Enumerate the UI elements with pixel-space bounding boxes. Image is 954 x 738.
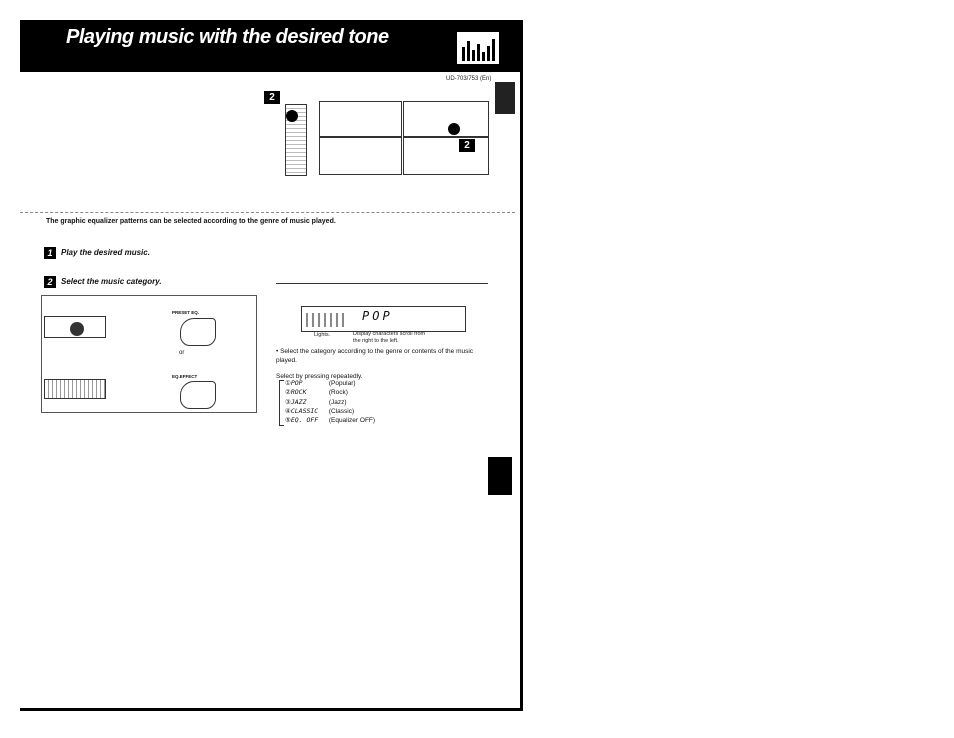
section-tab-marker xyxy=(488,457,512,495)
scroll-note: Display characters scroll from the right to the left. xyxy=(353,331,426,344)
list-item xyxy=(285,407,375,416)
amplifier-illustration xyxy=(403,101,489,137)
item-name: (Rock) xyxy=(328,389,348,397)
step-1-number: 1 xyxy=(44,247,56,259)
category-list xyxy=(285,379,375,425)
item-number: ⑤ xyxy=(285,417,291,425)
item-code: POP xyxy=(290,379,303,387)
display-text: POP xyxy=(362,309,393,323)
equalizer-icon xyxy=(456,31,500,65)
intro-text: The graphic equalizer patterns can be selected according to the genre of music played. xyxy=(46,218,336,225)
hand-press-icon xyxy=(180,318,216,346)
tuner-illustration xyxy=(403,137,489,175)
list-item xyxy=(285,388,375,397)
item-name: (Jazz) xyxy=(328,398,347,406)
eq-display xyxy=(301,306,466,332)
page-edge xyxy=(520,20,523,711)
item-name: (Classic) xyxy=(328,407,355,415)
step-2-label: Select the music category. xyxy=(61,277,162,287)
hand-press-icon-2 xyxy=(180,381,216,409)
item-name: (Popular) xyxy=(328,380,356,387)
step-rule xyxy=(276,283,488,284)
cassette-deck-illustration xyxy=(319,101,402,137)
step-1-label: Play the desired music. xyxy=(61,248,150,258)
item-number: ④ xyxy=(285,407,291,415)
list-item xyxy=(285,379,375,388)
eq-effect-label: EQ.EFFECT xyxy=(172,374,198,379)
step-callout-badge: 2 xyxy=(264,91,280,104)
bullet-text: • Select the category according to the genre or contents of the music played. xyxy=(276,348,474,364)
display-level-bars xyxy=(306,313,344,327)
or-text: or xyxy=(179,350,185,356)
model-label: UD-703/753 (En) xyxy=(446,76,492,82)
item-name: (Equalizer OFF) xyxy=(328,417,376,425)
item-code: ROCK xyxy=(290,388,307,397)
list-item xyxy=(285,416,375,425)
page-title: Playing music with the desired tone xyxy=(66,26,389,48)
step-1 xyxy=(44,247,150,259)
section-divider xyxy=(20,212,515,213)
step-2 xyxy=(44,276,162,288)
section-tab xyxy=(495,82,515,114)
bullet-label: Select the category according to the genre or contents of the music played. xyxy=(276,348,474,364)
press-knob-highlight xyxy=(70,322,84,336)
remote-front-illustration xyxy=(44,379,106,399)
list-item xyxy=(285,398,375,407)
preset-eq-label: PRESET EQ. xyxy=(172,310,200,315)
select-note: Select by pressing repeatedly. xyxy=(276,373,363,380)
remote-button-highlight xyxy=(286,110,298,122)
item-number: ② xyxy=(285,389,291,397)
item-number: ① xyxy=(285,380,291,387)
item-number: ③ xyxy=(285,398,291,406)
amp-button-highlight xyxy=(448,123,460,135)
cycle-bracket xyxy=(279,380,284,426)
item-code: CLASSIC xyxy=(290,406,319,415)
item-code: EQ. OFF xyxy=(290,416,319,425)
step-callout-badge-2: 2 xyxy=(459,139,475,152)
page-bottom-rule xyxy=(20,708,522,711)
item-code: JAZZ xyxy=(290,397,307,406)
step-2-number: 2 xyxy=(44,276,56,288)
lights-label: Lights. xyxy=(314,332,331,338)
double-deck-illustration xyxy=(319,137,402,175)
